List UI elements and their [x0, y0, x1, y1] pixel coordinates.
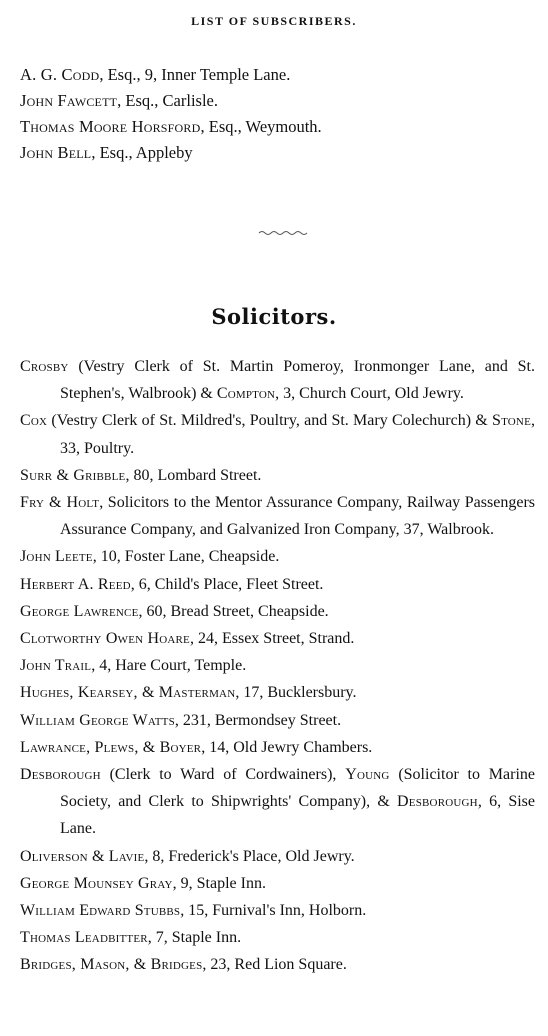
firm-name: Desborough — [20, 766, 101, 784]
solicitor-entry — [20, 679, 535, 706]
entry-text: , 80, Lombard Street. — [125, 466, 262, 484]
solicitor-list — [20, 353, 535, 979]
entry-text: , 33, Poultry. — [60, 412, 535, 457]
subscriber-name: A. G. Codd — [20, 65, 100, 84]
solicitor-entry — [20, 652, 535, 679]
firm-name: John Trail — [20, 657, 92, 675]
subscriber-name: Thomas Moore Horsford — [20, 117, 201, 136]
section-title: Solicitors. — [211, 304, 337, 329]
subscriber-entry — [20, 114, 530, 140]
subscriber-entry — [20, 88, 530, 114]
subscriber-list — [20, 62, 530, 166]
solicitor-entry — [20, 598, 535, 625]
solicitor-entry — [20, 571, 535, 598]
solicitor-entry — [20, 625, 535, 652]
solicitor-entry — [20, 353, 535, 407]
ornamental-rule — [257, 228, 311, 238]
firm-name: Bridges, Mason, & Bridges — [20, 956, 203, 974]
subscriber-address: , Esq., Carlisle. — [117, 91, 218, 110]
entry-text: , 4, Hare Court, Temple. — [91, 657, 247, 675]
firm-name: Surr & Gribble — [20, 466, 126, 484]
firm-name: William George Watts — [20, 711, 175, 729]
firm-name: Compton — [216, 385, 276, 403]
firm-name: George Lawrence — [20, 602, 139, 620]
solicitor-entry — [20, 870, 535, 897]
entry-text: , 9, Staple Inn. — [172, 874, 266, 892]
firm-name: Oliverson & Lavie — [20, 847, 145, 865]
solicitor-entry — [20, 734, 535, 761]
solicitor-entry — [20, 761, 535, 843]
firm-name: Stone — [491, 412, 531, 430]
subscriber-name: John Fawcett — [20, 91, 118, 110]
subscriber-address: , Esq., Weymouth. — [200, 117, 322, 136]
firm-name: John Leete — [20, 548, 93, 566]
entry-text: (Vestry Clerk of St. Mildred's, Poultry, and St. Mary Colechurch) & — [47, 412, 492, 430]
firm-name: George Mounsey Gray — [20, 874, 173, 892]
entry-text: , 8, Frederick's Place, Old Jewry. — [144, 847, 355, 865]
entry-text: , 10, Foster Lane, Cheapside. — [92, 548, 280, 566]
firm-name: Young — [345, 766, 390, 784]
firm-name: Hughes, Kearsey, & Masterman — [20, 684, 236, 702]
solicitor-entry — [20, 462, 535, 489]
entry-text: , 23, Red Lion Square. — [202, 956, 347, 974]
entry-text: (Clerk to Ward of Cordwainers), — [100, 766, 346, 784]
firm-name: William Edward Stubbs — [20, 902, 181, 920]
subscriber-address: , Esq., Appleby — [91, 143, 193, 162]
subscriber-address: , Esq., 9, Inner Temple Lane. — [99, 65, 291, 84]
entry-text: , 3, Church Court, Old Jewry. — [275, 385, 464, 403]
entry-text: , 24, Essex Street, Strand. — [189, 630, 355, 648]
subscriber-name: John Bell — [20, 143, 92, 162]
entry-text: , 60, Bread Street, Cheapside. — [138, 602, 329, 620]
running-head: LIST OF SUBSCRIBERS. — [191, 14, 357, 28]
solicitor-entry — [20, 707, 535, 734]
solicitor-entry — [20, 924, 535, 951]
firm-name: Cox — [20, 412, 48, 430]
entry-text: , 17, Bucklersbury. — [235, 684, 357, 702]
solicitor-entry — [20, 951, 535, 978]
firm-name: Herbert A. Reed — [20, 575, 131, 593]
solicitor-entry — [20, 407, 535, 461]
entry-text: , 6, Child's Place, Fleet Street. — [130, 575, 324, 593]
entry-text: (Vestry Clerk of St. Martin Pomeroy, Ironmonger Lane, and St. Stephen's, Walbrook) & — [60, 358, 535, 403]
firm-name: Lawrance, Plews, & Boyer — [20, 738, 202, 756]
subscriber-entry — [20, 62, 530, 88]
solicitor-entry — [20, 897, 535, 924]
entry-text: , 7, Staple Inn. — [147, 929, 242, 947]
entry-text: , 15, Furnival's Inn, Holborn. — [180, 902, 367, 920]
entry-text: , 14, Old Jewry Chambers. — [201, 738, 373, 756]
firm-name: Crosby — [20, 358, 69, 375]
entry-text: (Solicitor to Marine Society, and Clerk to Shipwrights' Company), & — [60, 766, 535, 811]
entry-text: , Solicitors to the Mentor Assurance Company, Railway Passengers Assurance Company, and Galvanized Iron Company, 37, Walbrook. — [60, 494, 535, 539]
solicitor-entry — [20, 843, 535, 870]
firm-name: Fry & Holt — [20, 494, 100, 512]
solicitor-entry — [20, 489, 535, 543]
subscriber-entry — [20, 140, 530, 166]
firm-name: Thomas Leadbitter — [20, 929, 148, 947]
firm-name: Desborough — [397, 793, 478, 811]
solicitor-entry — [20, 543, 535, 570]
entry-text: , 6, Sise Lane. — [60, 793, 536, 838]
firm-name: Clotworthy Owen Hoare — [20, 630, 190, 648]
entry-text: , 231, Bermondsey Street. — [174, 711, 342, 729]
